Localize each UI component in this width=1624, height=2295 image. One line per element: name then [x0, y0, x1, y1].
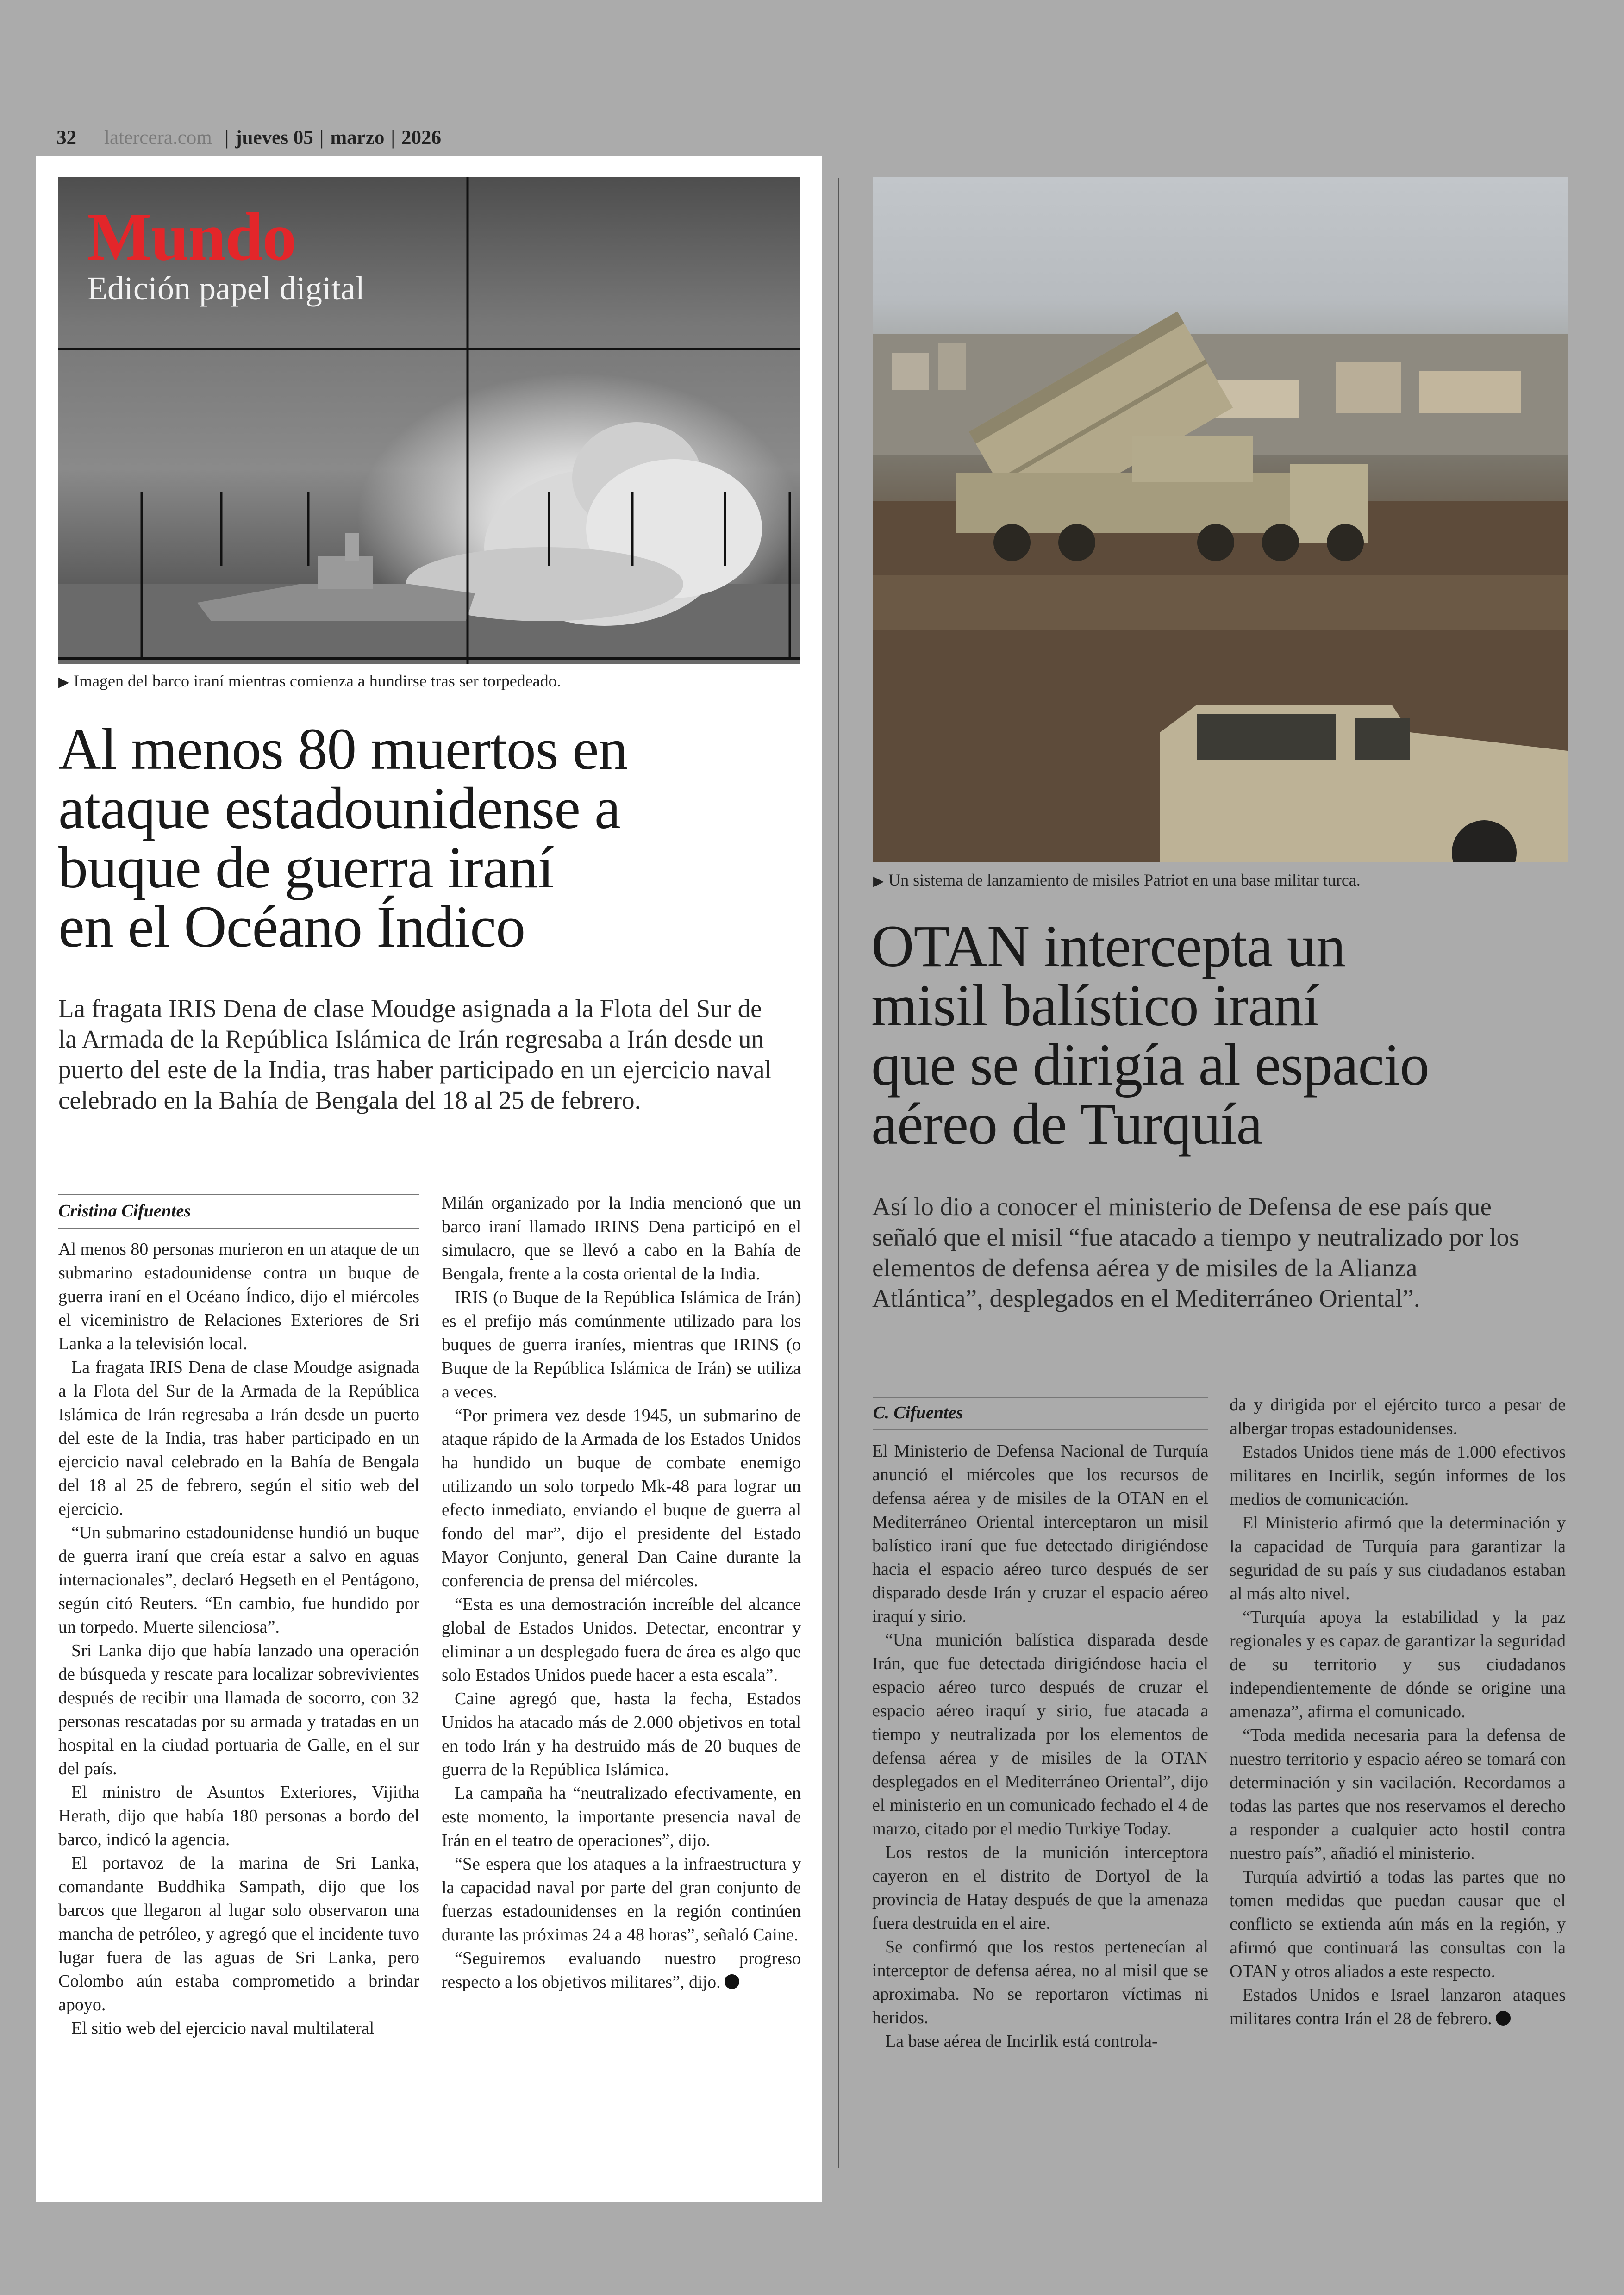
separator: |: [391, 126, 395, 149]
section-subtitle: Edición papel digital: [87, 270, 365, 307]
paragraph-text: Estados Unidos e Israel lanzaron ataques militares contra Irán el 28 de febrero.: [1230, 1985, 1566, 2028]
column-divider: [838, 178, 839, 2168]
paragraph: “Un submarino estadounidense hundió un buque de guerra iraní que creía estar a salvo en aguas internacionales”, declaró Hegseth en el Pentágono, según citó Reuters. “En cambio, fue hundido por un torpedo. Muerte silenciosa”.: [58, 1523, 419, 1637]
caption-arrow-icon: ▶: [873, 873, 884, 889]
paragraph: “Esta es una demostración increíble del alcance global de Estados Unidos. Detectar, encontrar y eliminar a un desplegado fuera de área es algo que solo Estados Unidos puede hacer a esta escala”.: [442, 1595, 801, 1685]
headline-line: OTAN intercepta un: [871, 913, 1345, 979]
paragraph: Caine agregó que, hasta la fecha, Estados Unidos ha atacado más de 2.000 objetivos en total en todo Irán y ha destruido más de 20 buques de guerra de la República Islámica.: [442, 1689, 801, 1779]
headline-line: aéreo de Turquía: [871, 1091, 1262, 1157]
page-number: 32: [56, 126, 76, 149]
right-byline: C. Cifuentes: [873, 1403, 963, 1422]
paragraph: “Toda medida necesaria para la defensa de nuestro territorio y espacio aéreo se tomará con determinación y sin vacilación. Recordamos a todas las partes que nos reservamos el derecho a responder a cualquier acto hostil contra nuestro país”, añadió el ministerio.: [1230, 1726, 1566, 1863]
headline-line: Al menos 80 muertos en: [58, 716, 628, 782]
left-caption-text: Imagen del barco iraní mientras comienza a hundirse tras ser torpedeado.: [74, 672, 561, 690]
paragraph: La campaña ha “neutralizado efectivamente, en este momento, la importante presencia naval de Irán en el teatro de operaciones”, dijo.: [442, 1784, 801, 1850]
paragraph: Sri Lanka dijo que había lanzado una operación de búsqueda y rescate para localizar sobrevivientes después de recibir una llamada de socorro, con 32 personas rescatadas por su armada y tratadas en un hospital en la ciudad portuaria de Galle, en el sur del país.: [58, 1641, 419, 1778]
byline-rule-top: [873, 1397, 1208, 1398]
paragraph: El sitio web del ejercicio naval multilateral: [71, 2019, 375, 2038]
site-name: latercera.com: [104, 126, 212, 149]
date-day: jueves 05: [235, 126, 313, 149]
paragraph: El portavoz de la marina de Sri Lanka, comandante Buddhika Sampath, dijo que los barcos que llegaron al lugar solo observaron una mancha de petróleo, y agregó que el incidente tuvo lugar fuera de las aguas de Sri Lanka, pero Colombo aún estaba comprometido a brindar apoyo.: [58, 1853, 419, 2014]
paragraph-last: [1230, 1983, 1566, 2031]
left-article-column-1: [58, 1238, 419, 2040]
page-header: [56, 121, 441, 154]
paragraph: “Se espera que los ataques a la infraestructura y la capacidad naval por parte del gran conjunto de fuerzas estadounidenses en la región continúen durante las próximas 24 a 48 horas”, señaló Caine.: [442, 1854, 801, 1945]
right-article-column-2: [1230, 1393, 1566, 2031]
right-caption-text: Un sistema de lanzamiento de misiles Patriot en una base militar turca.: [888, 871, 1361, 889]
paragraph: El ministro de Asuntos Exteriores, Vijitha Herath, dijo que había 180 personas a bordo del barco, indicó la agencia.: [58, 1783, 419, 1849]
left-deck: La fragata IRIS Dena de clase Moudge asignada a la Flota del Sur de la Armada de la República Islámica de Irán regresaba a Irán desde un puerto del este de la India, tras haber participado en un ejercicio naval celebrado en la Bahía de Bengala del 18 al 25 de febrero.: [58, 994, 772, 1114]
headline-line: buque de guerra iraní: [58, 835, 554, 900]
date-month: marzo: [330, 126, 385, 149]
paragraph: La fragata IRIS Dena de clase Moudge asignada a la Flota del Sur de la Armada de la República Islámica de Irán regresaba a Irán desde un puerto del este de la India, tras haber participado en un ejercicio naval celebrado en la Bahía de Bengala del 18 al 25 de febrero, según el sitio web del ejercicio.: [58, 1358, 419, 1519]
paragraph: IRIS (o Buque de la República Islámica de Irán) es el prefijo más comúnmente utilizado para los buques de guerra iraníes, mientras que IRINS (o Buque de la República Islámica de Irán) se utiliza a veces.: [442, 1288, 801, 1402]
paragraph: “Por primera vez desde 1945, un submarino de ataque rápido de la Armada de los Estados Unidos ha hundido un buque de combate enemigo utilizando un solo torpedo Mk-48 para lograr un efecto inmediato, enviando el buque de guerra al fondo del mar”, dijo el presidente del Estado Mayor Conjunto, general Dan Caine durante la conferencia de prensa del miércoles.: [442, 1406, 801, 1590]
paragraph-text: “Seguiremos evaluando nuestro progreso respecto a los objetivos militares”, dijo.: [442, 1949, 801, 1992]
byline-rule-top: [58, 1194, 419, 1195]
byline-rule-bottom: [873, 1429, 1208, 1430]
section-title: Mundo: [87, 199, 296, 275]
paragraph: Estados Unidos tiene más de 1.000 efectivos militares en Incirlik, según informes de los medios de comunicación.: [1230, 1442, 1566, 1509]
paragraph: Al menos 80 personas murieron en un ataque de un submarino estadounidense contra un buque de guerra iraní en el Océano Índico, dijo el miércoles el viceministro de Relaciones Exteriores de Sri Lanka a la televisión local.: [58, 1240, 419, 1353]
headline-line: que se dirigía al espacio: [871, 1032, 1429, 1098]
right-article-column-1: [872, 1440, 1208, 2053]
paragraph: Los restos de la munición interceptora cayeron en el distrito de Dortyol de la provincia de Hatay después de que la amenaza fuera destruida en el aire.: [872, 1843, 1208, 1933]
left-article-column-2: [442, 1191, 801, 1994]
paragraph-last: [442, 1947, 801, 1994]
paragraph: da y dirigida por el ejército turco a pesar de albergar tropas estadounidenses.: [1230, 1395, 1566, 1438]
left-byline: Cristina Cifuentes: [58, 1201, 191, 1221]
paragraph: “Turquía apoya la estabilidad y la paz regionales y es capaz de garantizar la seguridad de su territorio y sus ciudadanos independientemente de dónde se origine una amenaza”, afirma el comunicado.: [1230, 1608, 1566, 1721]
left-photo-caption: [58, 671, 561, 691]
paragraph: Turquía advirtió a todas las partes que no tomen medidas que puedan causar que el conflicto se extienda aún más en la región, y afirmó que continuará las consultas con la OTAN y otros aliados a este respecto.: [1230, 1867, 1566, 1981]
end-mark-icon: [1496, 2011, 1511, 2026]
paragraph: El Ministerio de Defensa Nacional de Turquía anunció el miércoles que los recursos de defensa aérea y de misiles de la OTAN en el Mediterráneo Oriental interceptaron un misil balístico iraní que fue detectado dirigiéndose hacia el espacio aéreo turco después de ser disparado desde Irán y cruzar el espacio aéreo iraquí y sirio.: [872, 1441, 1208, 1626]
date-year: 2026: [401, 126, 441, 149]
headline-line: ataque estadounidense a: [58, 775, 620, 841]
paragraph: Milán organizado por la India mencionó que un barco iraní llamado IRINS Dena participó en el simulacro, que se llevó a cabo en la Bahía de Bengala, frente a la costa oriental de la India.: [442, 1193, 801, 1284]
paragraph: “Una munición balística disparada desde Irán, que fue detectada dirigiéndose hacia el espacio aéreo turco después de cruzar el espacio aéreo iraquí y sirio, fue atacada a tiempo y neutralizada por los elementos de defensa aérea y de misiles de la OTAN desplegados en el Mediterráneo Oriental”, dijo el ministerio en un comunicado fechado el 4 de marzo, citado por el medio Turkiye Today.: [872, 1630, 1208, 1839]
paragraph: Se confirmó que los restos pertenecían al interceptor de defensa aérea, no al misil que se aproximaba. No se reportaron víctimas ni heridos.: [872, 1937, 1208, 2027]
byline-rule-bottom: [58, 1228, 419, 1229]
sinking-ship-photo: [58, 177, 800, 664]
end-mark-icon: [725, 1974, 739, 1989]
patriot-scene: [873, 177, 1568, 862]
separator: |: [319, 126, 324, 149]
right-photo-caption: [873, 870, 1361, 890]
right-headline: [871, 913, 1593, 1157]
headline-line: misil balístico iraní: [871, 973, 1319, 1038]
right-deck: Así lo dio a conocer el ministerio de Defensa de ese país que señaló que el misil “fue atacado a tiempo y neutralizado por los elementos de defensa aérea y de misiles de la Alianza Atlántica”, desplegados en el Mediterráneo Oriental”.: [872, 1192, 1519, 1312]
headline-line: en el Océano Índico: [58, 894, 525, 960]
left-headline: [58, 716, 808, 960]
patriot-launcher-photo: [873, 177, 1568, 862]
paragraph: El Ministerio afirmó que la determinación y la capacidad de Turquía para garantizar la seguridad de su país y sus ciudadanos estaban al más alto nivel.: [1230, 1513, 1566, 1603]
separator: |: [225, 126, 229, 149]
caption-arrow-icon: ▶: [58, 674, 69, 690]
paragraph: La base aérea de Incirlik está controla-: [885, 2032, 1158, 2051]
